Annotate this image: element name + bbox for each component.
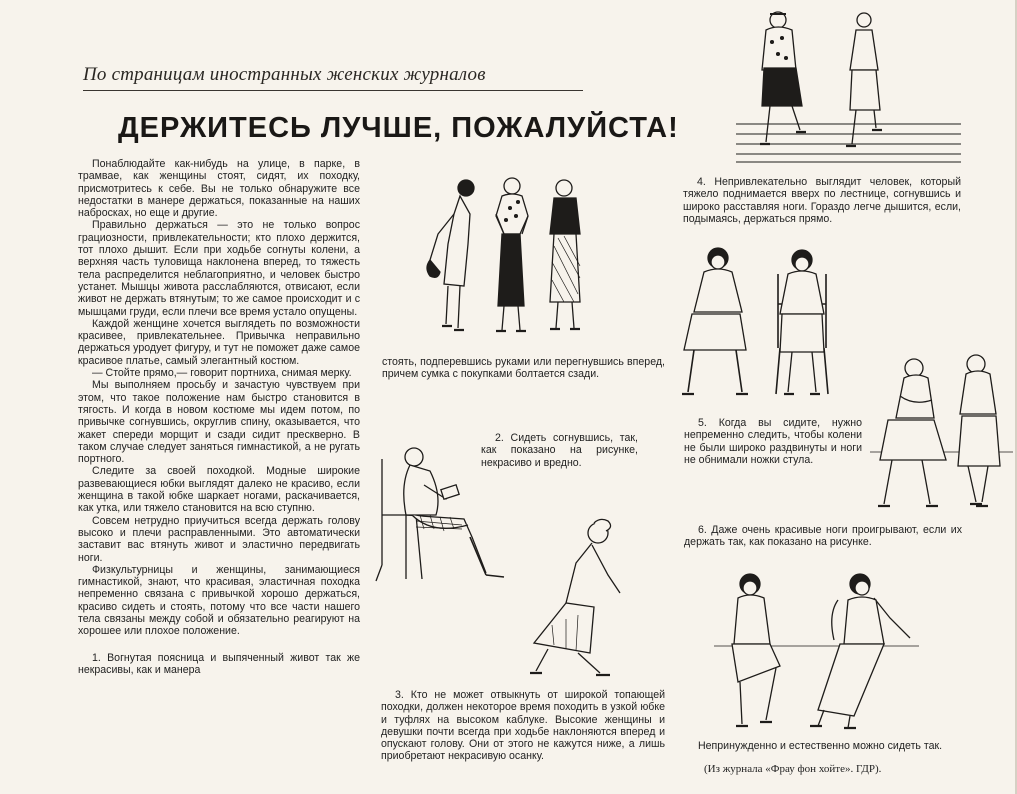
illustration-graceful-sitting xyxy=(714,570,919,732)
paragraph: Понаблюдайте как-нибудь на улице, в парке, в трамвае, как женщины стоят, сидят, их походку, присмотритесь к себе. Вы не только обнаружите все недостатки в манере держаться, показанные на наших набросках, но еще и другие. xyxy=(78,158,360,220)
illustration-stairs xyxy=(736,10,961,165)
headline: ДЕРЖИТЕСЬ ЛУЧШЕ, ПОЖАЛУЙСТА! xyxy=(118,112,679,144)
caption-text: 4. Непривлекательно выглядит человек, который тяжело поднимается вверх по лестнице, согнувшись и широко расставляя ноги. Гораздо легче дышится, если, подымаясь, держаться прямо. xyxy=(683,176,961,225)
illustration-seated-knees xyxy=(680,244,840,404)
figure-seated-bad xyxy=(682,248,748,394)
source-note: (Из журнала «Фрау фон хойте». ГДР). xyxy=(704,763,882,775)
illustration-standing-women xyxy=(418,174,598,340)
paragraph: — Стойте прямо,— говорит портниха, снимая мерку. xyxy=(92,367,352,380)
caption-text: 3. Кто не может отвыкнуть от широкой топающей походки, должен некоторое время походить в узкой юбке и туфлях на высоком каблуке. Высокие женщины и девушки почти всегда при ходьбе наклоняются вперед и опускают голову. Они от этого не кажутся ниже, а лишь приобретают некрасивую осанку. xyxy=(381,689,665,763)
caption-text: Непринужденно и естественно можно сидеть так. xyxy=(698,740,943,752)
caption-1: 1. Вогнутая поясница и выпяченный живот так же некрасивы, как и манера xyxy=(78,651,360,676)
caption-end xyxy=(684,740,962,752)
caption-5 xyxy=(684,417,862,466)
figure-seated-good xyxy=(776,250,828,394)
caption-6 xyxy=(684,524,962,549)
paragraph: Правильно держаться — это не только вопрос грациозности, привлекательности; кто плохо держится, тот плохо дышит. Если при ходьбе согнуты колени, а верхняя часть туловища наклонена вперед, то тяжесть тела распределится неблагоприятно, и человек быстро устанет. Мышцы живота расслабляются, отвисают, если живот не держать втянутым; то же самое происходит и с мышцами груди, если плечи все время устало опущены. xyxy=(78,219,360,318)
figure-crossed-good xyxy=(958,355,1000,506)
section-header: По страницам иностранных женских журналов xyxy=(83,64,486,85)
caption-4 xyxy=(683,176,961,225)
figure-sitting-natural-1 xyxy=(732,574,780,726)
caption-1-continued xyxy=(382,356,665,381)
section-rule xyxy=(83,90,583,91)
figure-stairs-good xyxy=(846,13,882,146)
paragraph: Следите за своей походкой. Модные широкие развевающиеся юбки выглядят далеко не красиво, если женщина в такой юбке шаркает ногами, раскачивается, как утка, или тяжело становится на всю ступню. xyxy=(78,465,360,515)
illustration-walking-woman xyxy=(526,515,636,683)
caption-text: 6. Даже очень красивые ноги проигрывают, если их держать так, как показано на рисунке. xyxy=(684,524,962,549)
illustration-crossed-legs xyxy=(870,348,1013,512)
caption-3 xyxy=(381,689,665,763)
figure-woman-leaning xyxy=(427,180,474,330)
left-column xyxy=(78,158,360,676)
paragraph: Физкультурницы и женщины, занимающиеся гимнастикой, знают, что красивая, эластичная походка непременно связана с привычкой хорошо держаться, красиво сидеть и стоять, потому что все части нашего тела связаны между собой и обязательно реагируют на хорошее или плохое положение. xyxy=(78,563,360,638)
figure-sitting-natural-2 xyxy=(810,574,910,728)
paragraph: Мы выполняем просьбу и зачастую чувствуем при этом, что такое положение нам быстро становится в тягость. И когда в новом костюме мы идем потом, по привычке согнувшись, округлив спину, оказывается, что жакет спереди морщит и сзади сидит прескверно. В таком случае следует заняться гимнастикой, а не ругать портного. xyxy=(78,379,360,466)
paragraph: Каждой женщине хочется выглядеть по возможности красивее, привлекательнее. Привычка неправильно держаться уродует фигуру, и тут не поможет даже самое красивое платье, самый элегантный костюм. xyxy=(78,317,360,367)
figure-woman-hands-on-hips xyxy=(496,178,528,331)
caption-text: 5. Когда вы сидите, нужно непременно следить, чтобы колени не были широко раздвинуты и ноги не обнимали ножки стула. xyxy=(684,417,862,466)
figure-crossed-bad xyxy=(878,359,946,506)
caption-text: стоять, подперевшись руками или перегнувшись вперед, причем сумка с покупками болтается сзади. xyxy=(382,356,665,381)
figure-woman-slouched xyxy=(550,180,580,329)
illustration-slouching-reader xyxy=(376,445,516,585)
paragraph: Совсем нетрудно приучиться всегда держать голову высоко и плечи расправленными. Это автоматически заставит вас втянуть живот и эластично передвигать ноги. xyxy=(78,514,360,564)
caption-text: 2. Сидеть согнувшись, так, как показано на рисунке, некрасиво и вредно. xyxy=(481,432,638,469)
